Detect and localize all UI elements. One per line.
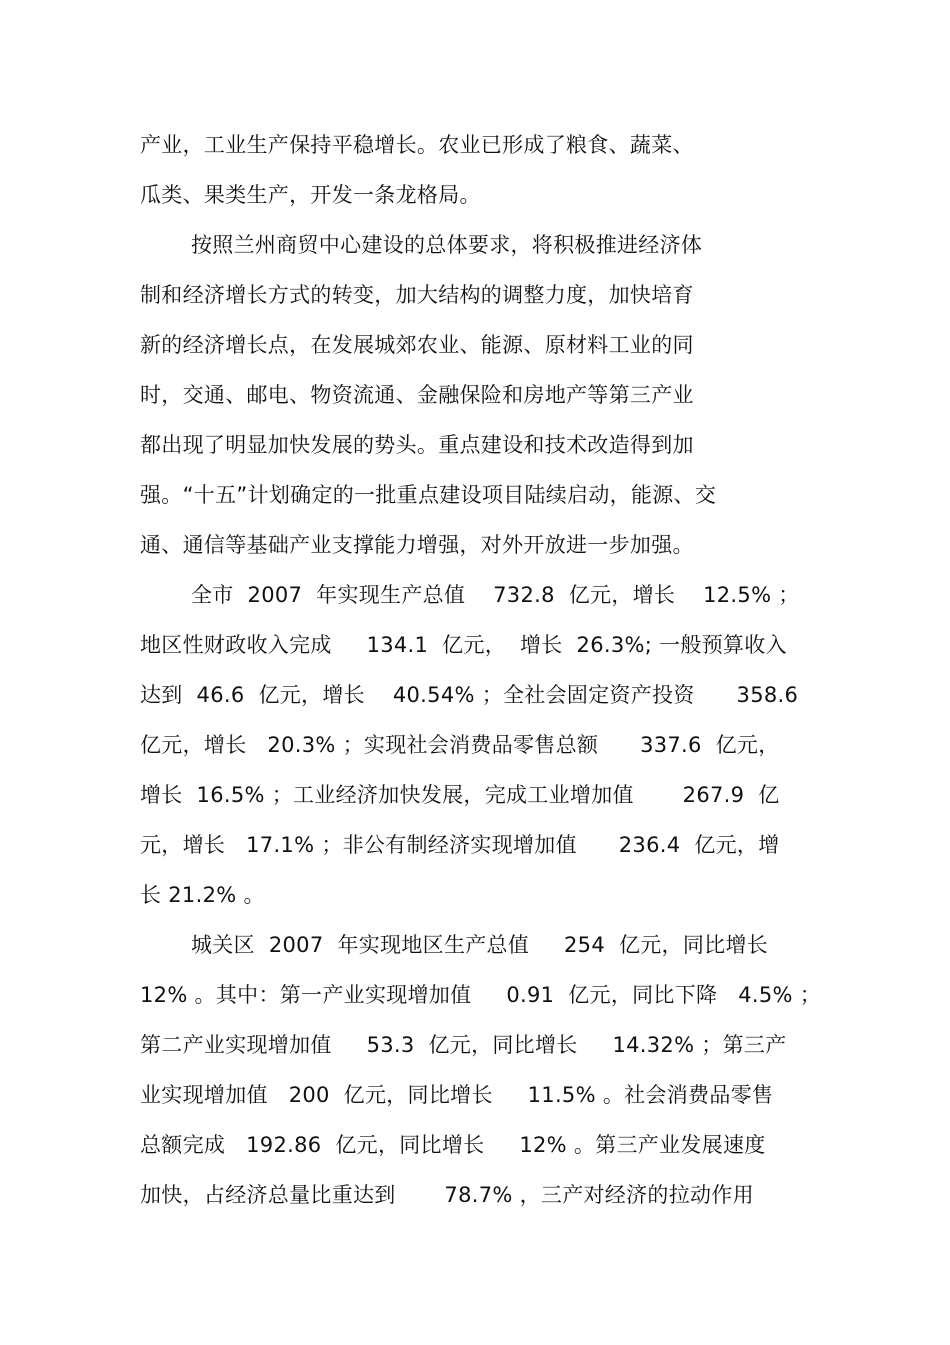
text-line: 通、通信等基础产业支撑能力增强，对外开放进一步加强。 bbox=[140, 533, 694, 557]
text-line: 总额完成 192.86 亿元，同比增长 12% 。第三产业发展速度 bbox=[140, 1133, 766, 1157]
text-line: 增长 16.5% ；工业经济加快发展，完成工业增加值 267.9 亿 bbox=[140, 783, 780, 807]
text-line: 新的经济增长点，在发展城郊农业、能源、原材料工业的同 bbox=[140, 333, 694, 357]
text-line: 长 21.2% 。 bbox=[140, 883, 265, 907]
paragraph-first-line: 按照兰州商贸中心建设的总体要求，将积极推进经济体 bbox=[191, 233, 703, 257]
text-line: 强。“十五”计划确定的一批重点建设项目陆续启动，能源、交 bbox=[140, 483, 717, 507]
paragraph-first-line: 城关区 2007 年实现地区生产总值 254 亿元，同比增长 bbox=[191, 933, 769, 957]
text-line: 达到 46.6 亿元，增长 40.54% ；全社会固定资产投资 358.6 bbox=[140, 683, 799, 707]
text-line: 元，增长 17.1% ；非公有制经济实现增加值 236.4 亿元，增 bbox=[140, 833, 780, 857]
text-line: 产业，工业生产保持平稳增长。农业已形成了粮食、蔬菜、 bbox=[140, 133, 694, 157]
text-line: 瓜类、果类生产，开发一条龙格局。 bbox=[140, 183, 481, 207]
text-line: 第二产业实现增加值 53.3 亿元，同比增长 14.32% ；第三产 bbox=[140, 1033, 787, 1057]
text-line: 加快，占经济总量比重达到 78.7% ，三产对经济的拉动作用 bbox=[140, 1183, 754, 1207]
text-line: 12% 。其中：第一产业实现增加值 0.91 亿元，同比下降 4.5% ； bbox=[140, 983, 822, 1007]
text-line: 时，交通、邮电、物资流通、金融保险和房地产等第三产业 bbox=[140, 383, 694, 407]
paragraph-first-line: 全市 2007 年实现生产总值 732.8 亿元，增长 12.5% ； bbox=[191, 583, 800, 607]
text-line: 地区性财政收入完成 134.1 亿元， 增长 26.3%; 一般预算收入 bbox=[140, 633, 787, 657]
text-line: 制和经济增长方式的转变，加大结构的调整力度，加快培育 bbox=[140, 283, 694, 307]
text-line: 都出现了明显加快发展的势头。重点建设和技术改造得到加 bbox=[140, 433, 694, 457]
text-line: 业实现增加值 200 亿元，同比增长 11.5% 。社会消费品零售 bbox=[140, 1083, 774, 1107]
text-line: 亿元，增长 20.3% ；实现社会消费品零售总额 337.6 亿元， bbox=[140, 733, 780, 757]
